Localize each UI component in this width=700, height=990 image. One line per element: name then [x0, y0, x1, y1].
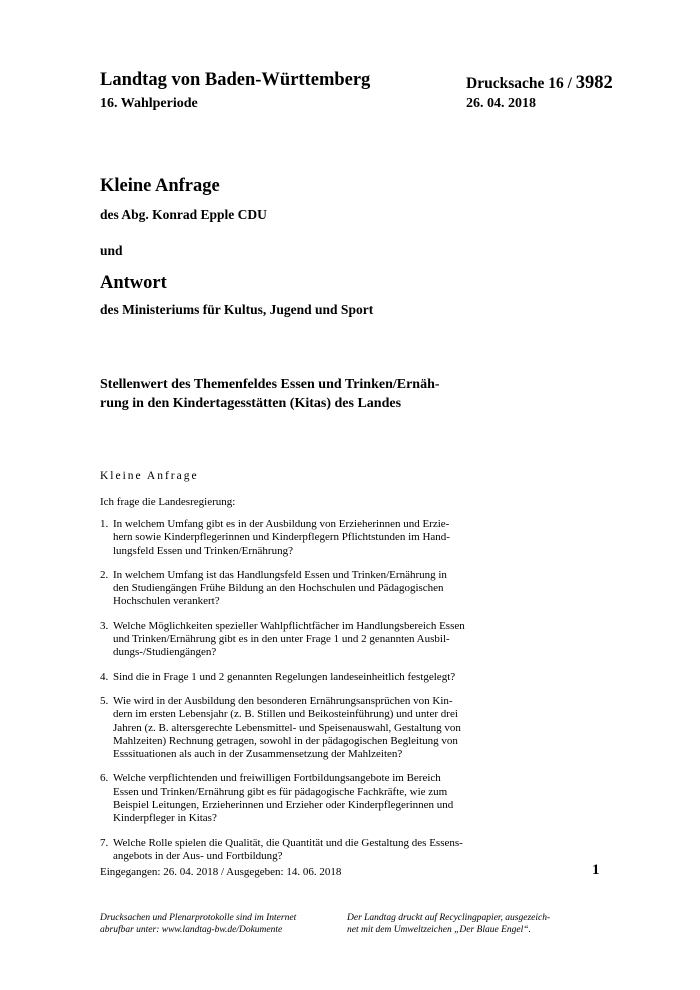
topic-line-1: Stellenwert des Themenfeldes Essen und Trinken/Ernäh- [100, 377, 440, 392]
recycling-note-line: net mit dem Umweltzeichen „Der Blaue Engel“. [347, 924, 531, 935]
question-item [100, 518, 468, 558]
question-number: 5. [100, 694, 109, 707]
ministry: des Ministeriums für Kultus, Jugend und Sport [100, 302, 374, 317]
question-line: den Studiengängen Frühe Bildung an den Hochschulen und Pädagogischen [113, 582, 444, 595]
question-line: Kinderpfleger in Kitas? [113, 812, 217, 825]
question-line: In welchem Umfang gibt es in der Ausbildung von Erzieherinnen und Erzie- [113, 518, 450, 530]
question-line: Esssituationen als auch in der Zusammensetzung der Mahlzeiten? [113, 748, 403, 761]
intro-text: Ich frage die Landesregierung: [100, 496, 236, 508]
internet-note [100, 913, 350, 936]
question-item [100, 569, 468, 609]
recycling-note-line: Der Landtag druckt auf Recyclingpapier, ausgezeich- [347, 913, 551, 923]
parliament-name: Landtag von Baden-Württemberg [100, 70, 371, 90]
topic-title [100, 375, 460, 413]
question-item [100, 772, 468, 825]
question-line: In welchem Umfang ist das Handlungsfeld Essen und Trinken/Ernährung in [113, 568, 447, 581]
question-line: Welche Möglichkeiten spezieller Wahlpflichtfächer im Handlungsbereich Essen [113, 619, 465, 632]
section-label: Kleine Anfrage [100, 470, 199, 482]
question-number: 1. [100, 518, 109, 530]
question-line: lungsfeld Essen und Trinken/Ernährung? [113, 544, 293, 557]
question-line: und Trinken/Ernährung gibt es in den unter Frage 1 und 2 genannten Ausbil- [113, 633, 450, 646]
question-line: Wie wird in der Ausbildung den besonderen Ernährungsansprüchen von Kin- [113, 694, 453, 707]
document-date: 26. 04. 2018 [466, 96, 536, 111]
und-connector: und [100, 243, 123, 258]
question-item [100, 695, 468, 761]
question-line: Welche Rolle spielen die Qualität, die Quantität und die Gestaltung des Essens- [113, 836, 463, 849]
question-line: dungs-/Studiengängen? [113, 646, 217, 659]
received-issued-dates: Eingegangen: 26. 04. 2018 / Ausgegeben: 14. 06. 2018 [100, 866, 342, 878]
question-item [100, 671, 468, 684]
question-number: 3. [100, 619, 109, 632]
question-item [100, 620, 468, 660]
internet-note-line: Drucksachen und Plenarprotokolle sind im Internet [100, 913, 297, 923]
question-number: 6. [100, 772, 109, 785]
question-line: Sind die in Frage 1 und 2 genannten Regelungen landeseinheitlich festgelegt? [113, 670, 456, 683]
drucksache-label: Drucksache 16 / [466, 75, 576, 92]
recycling-note [347, 913, 597, 936]
question-line: Jahren (z. B. altersgerechte Lebensmittel- und Speisenauswahl, Gestaltung von [113, 721, 461, 734]
topic-line-2: rung in den Kindertagesstätten (Kitas) des Landes [100, 396, 402, 411]
question-number: 2. [100, 568, 109, 581]
question-item [100, 837, 468, 864]
antwort-heading: Antwort [100, 273, 167, 293]
election-period: 16. Wahlperiode [100, 96, 198, 111]
page-number: 1 [592, 862, 600, 878]
question-line: Welche verpflichtenden und freiwilligen Fortbildungsangebote im Bereich [113, 772, 441, 785]
drucksache [466, 73, 613, 94]
question-list [100, 518, 468, 863]
internet-note-line: abrufbar unter: www.landtag-bw.de/Dokumente [100, 924, 283, 935]
question-line: Mahlzeiten) Rechnung getragen, sowohl in der pädagogischen Begleitung von [113, 734, 458, 747]
question-line: hern sowie Kinderpflegerinnen und Kinderpflegern Pflichtstunden im Hand- [113, 531, 450, 544]
author: des Abg. Konrad Epple CDU [100, 207, 267, 222]
question-number: 7. [100, 836, 109, 849]
question-number: 4. [100, 670, 109, 683]
question-line: Beispiel Leitungen, Erzieherinnen und Erzieher oder Kinderpflegerinnen und [113, 799, 454, 812]
question-line: Hochschulen verankert? [113, 595, 220, 608]
question-line: Essen und Trinken/Ernährung gibt es für pädagogische Fachkräfte, wie zum [113, 785, 448, 798]
question-line: dern im ersten Lebensjahr (z. B. Stillen und Beikosteinführung) und unter drei [113, 708, 458, 721]
drucksache-number: 3982 [575, 73, 613, 93]
question-line: angebots in der Aus- und Fortbildung? [113, 849, 283, 862]
kleine-anfrage-heading: Kleine Anfrage [100, 176, 220, 196]
